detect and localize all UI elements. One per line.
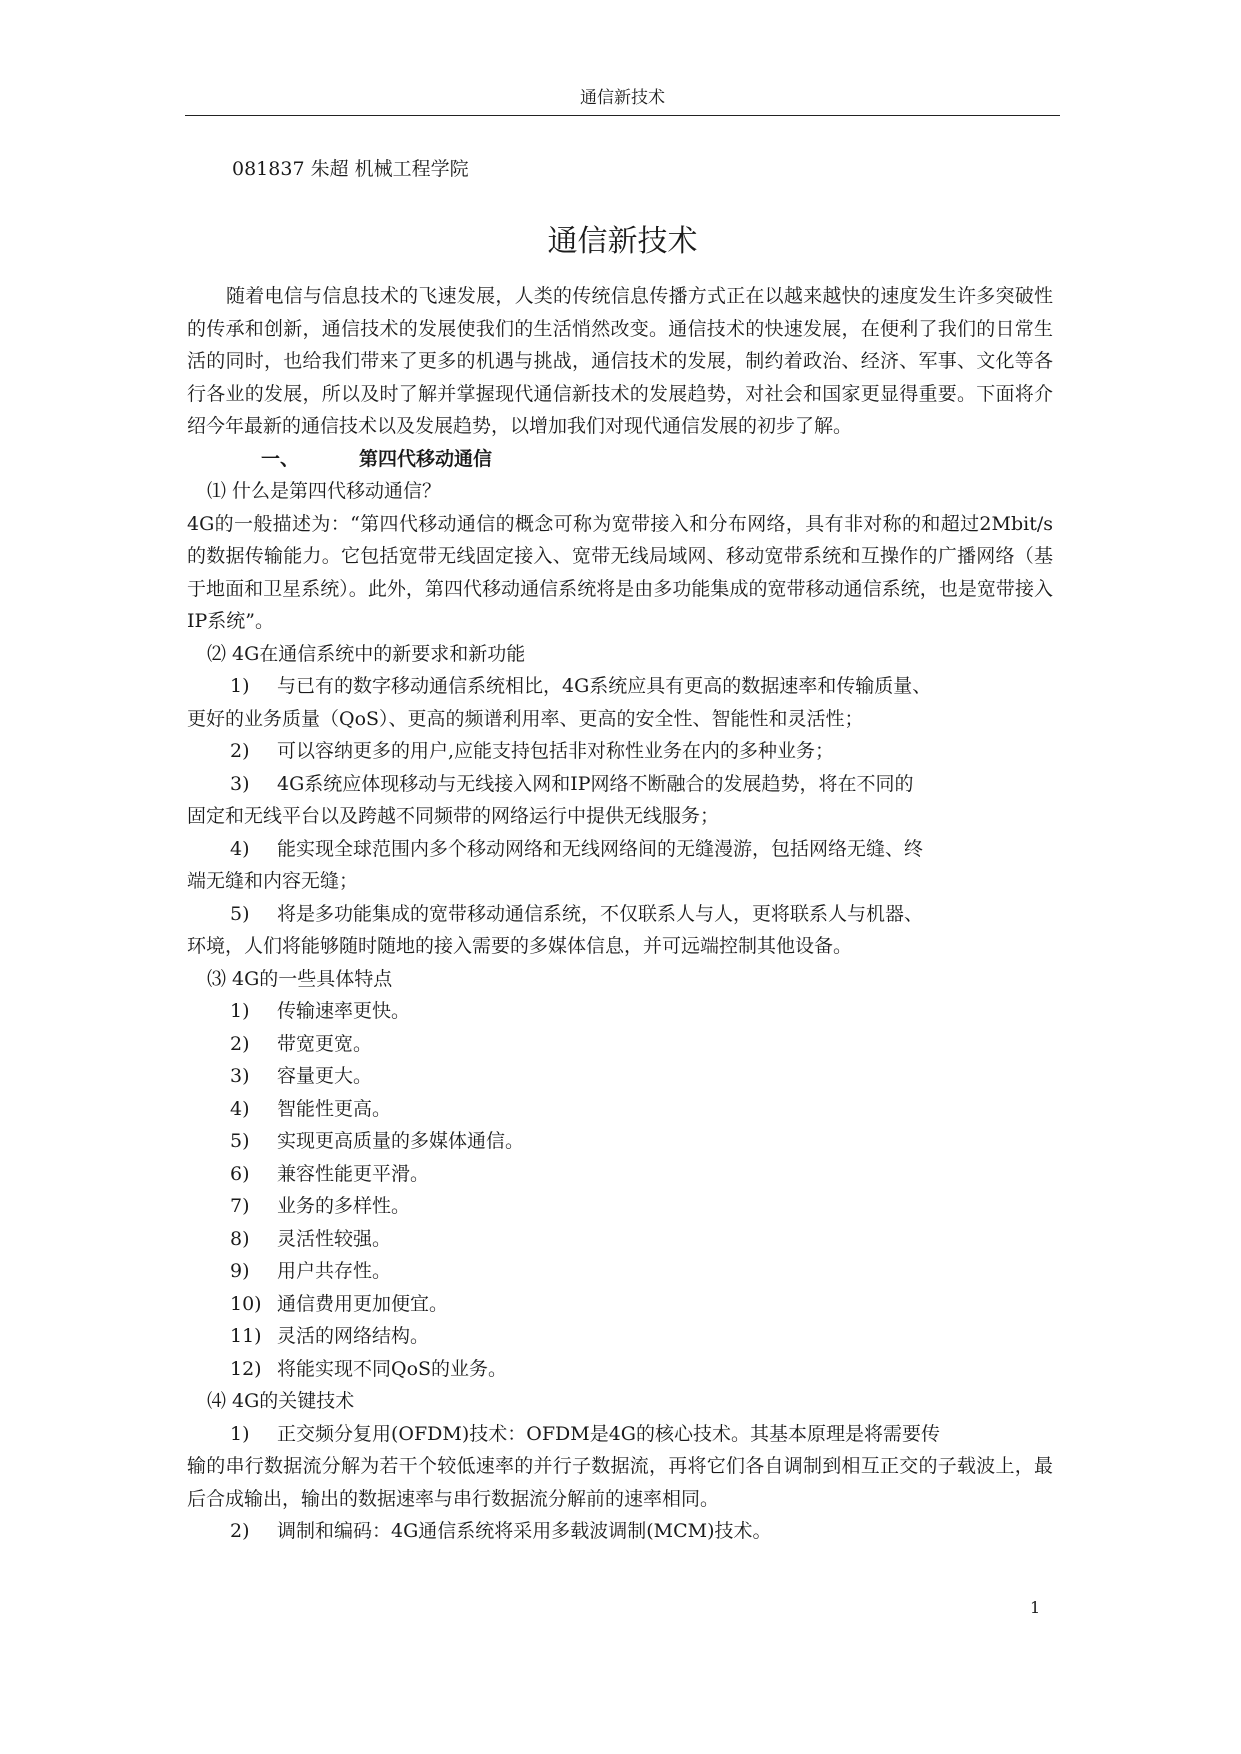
list-item — [187, 1125, 1053, 1158]
running-header: 通信新技术 — [580, 88, 665, 108]
item-number: 2) — [230, 740, 250, 762]
item-text: 兼容性能更平滑。 — [277, 1162, 430, 1185]
item-text: 可以容纳更多的用户,应能支持包括非对称性业务在内的多种业务； — [277, 740, 835, 762]
item-text: 传输速率更快。 — [277, 1000, 411, 1022]
page-number: 1 — [1030, 1598, 1041, 1617]
item-text: 调制和编码：4G通信系统将采用多载波调制(MCM)技术。 — [277, 1520, 772, 1542]
section-number: 一、 — [261, 447, 300, 470]
list-item — [187, 1288, 1053, 1321]
list-item — [187, 1190, 1053, 1223]
item-text: 将是多功能集成的宽带移动通信系统，不仅联系人与人，更将联系人与机器、 — [277, 902, 924, 925]
item-number: 2) — [230, 1520, 250, 1542]
item-number: 3) — [230, 1065, 250, 1087]
item-text: 灵活性较强。 — [277, 1227, 392, 1250]
item-text: 智能性更高。 — [277, 1097, 392, 1120]
item-number: 2) — [230, 1032, 250, 1055]
item-continuation: 端无缝和内容无缝； — [187, 870, 359, 892]
item-text: 带宽更宽。 — [277, 1032, 373, 1055]
subheading-q4: ⑷ 4G的关键技术 — [207, 1390, 355, 1412]
q1-paragraph: 4G的一般描述为：“第四代移动通信的概念可称为宽带接入和分布网络，具有非对称的和超过2Mbit/s的数据传输能力。它包括宽带无线固定接入、宽带无线局域网、移动宽带系统和互操作的广播网络（基于地面和卫星系统）。此外，第四代移动通信系统将是由多功能集成的宽带移动通信系统，也是宽带接入IP系统”。 — [187, 512, 1053, 632]
list-item — [187, 670, 1053, 703]
document-title: 通信新技术 — [547, 224, 698, 259]
item-text: 4G系统应体现移动与无线接入网和IP网络不断融合的发展趋势，将在不同的 — [277, 772, 914, 795]
item-text: 容量更大。 — [277, 1065, 373, 1087]
q3-list — [187, 995, 1053, 1385]
item-text: 将能实现不同QoS的业务。 — [277, 1357, 508, 1380]
item-text: 灵活的网络结构。 — [277, 1325, 430, 1347]
list-item — [187, 1028, 1053, 1061]
list-item — [187, 1515, 1053, 1548]
item-number: 8) — [230, 1227, 250, 1250]
q4-list — [187, 1418, 1053, 1548]
item-text: 通信费用更加便宜。 — [277, 1292, 449, 1315]
author-line: 081837 朱超 机械工程学院 — [232, 158, 469, 180]
list-item — [187, 833, 1053, 866]
item-text: 能实现全球范围内多个移动网络和无线网络间的无缝漫游，包括网络无缝、终 — [277, 837, 924, 860]
item-continuation: 环境，人们将能够随时随地的接入需要的多媒体信息，并可远端控制其他设备。 — [187, 935, 853, 957]
list-item — [187, 898, 1053, 931]
item-text: 实现更高质量的多媒体通信。 — [277, 1130, 525, 1152]
item-number: 5) — [230, 1130, 250, 1152]
item-text: 与已有的数字移动通信系统相比，4G系统应具有更高的数据速率和传输质量、 — [277, 675, 932, 697]
item-text: 用户共存性。 — [277, 1260, 392, 1282]
item-continuation: 输的串行数据流分解为若干个较低速率的并行子数据流，再将它们各自调制到相互正交的子载波上，最后合成输出，输出的数据速率与串行数据流分解前的速率相同。 — [187, 1455, 1053, 1510]
item-text: 业务的多样性。 — [277, 1195, 411, 1217]
list-item — [187, 1255, 1053, 1288]
list-item — [187, 735, 1053, 768]
header-rule — [185, 115, 1060, 116]
q2-list — [187, 670, 1053, 963]
item-number: 6) — [230, 1162, 250, 1185]
list-item — [187, 1353, 1053, 1386]
item-number: 1) — [230, 1000, 250, 1022]
item-continuation: 固定和无线平台以及跨越不同频带的网络运行中提供无线服务； — [187, 805, 720, 827]
list-item — [187, 1418, 1053, 1451]
item-number: 9) — [230, 1260, 250, 1282]
item-number: 1) — [230, 1422, 250, 1445]
section-title: 第四代移动通信 — [359, 447, 493, 470]
list-item — [187, 1060, 1053, 1093]
item-text: 正交频分复用(OFDM)技术：OFDM是4G的核心技术。其基本原理是将需要传 — [277, 1422, 940, 1445]
intro-paragraph: 随着电信与信息技术的飞速发展，人类的传统信息传播方式正在以越来越快的速度发生许多突破性的传承和创新，通信技术的发展使我们的生活悄然改变。通信技术的快速发展，在便利了我们的日常生活的同时，也给我们带来了更多的机遇与挑战，通信技术的发展，制约着政治、经济、军事、文化等各行各业的发展，所以及时了解并掌握现代通信新技术的发展趋势，对社会和国家更显得重要。下面将介绍今年最新的通信技术以及发展趋势，以增加我们对现代通信发展的初步了解。 — [187, 285, 1053, 437]
item-number: 4) — [230, 1097, 250, 1120]
item-number: 11) — [230, 1325, 262, 1347]
section-heading — [187, 443, 1053, 476]
item-number: 7) — [230, 1195, 250, 1217]
item-number: 4) — [230, 837, 250, 860]
item-number: 5) — [230, 902, 250, 925]
document-body — [187, 280, 1053, 1548]
subheading-q2: ⑵ 4G在通信系统中的新要求和新功能 — [207, 642, 526, 665]
item-number: 3) — [230, 772, 250, 795]
subheading-q3: ⑶ 4G的一些具体特点 — [207, 967, 393, 990]
list-item — [187, 1158, 1053, 1191]
subheading-q1: ⑴ 什么是第四代移动通信？ — [207, 480, 442, 502]
list-item — [187, 1093, 1053, 1126]
item-continuation: 更好的业务质量（QoS）、更高的频谱利用率、更高的安全性、智能性和灵活性； — [187, 707, 864, 730]
list-item — [187, 768, 1053, 801]
list-item — [187, 995, 1053, 1028]
list-item — [187, 1223, 1053, 1256]
list-item — [187, 1320, 1053, 1353]
item-number: 10) — [230, 1292, 262, 1315]
item-number: 12) — [230, 1357, 262, 1380]
item-number: 1) — [230, 675, 250, 697]
